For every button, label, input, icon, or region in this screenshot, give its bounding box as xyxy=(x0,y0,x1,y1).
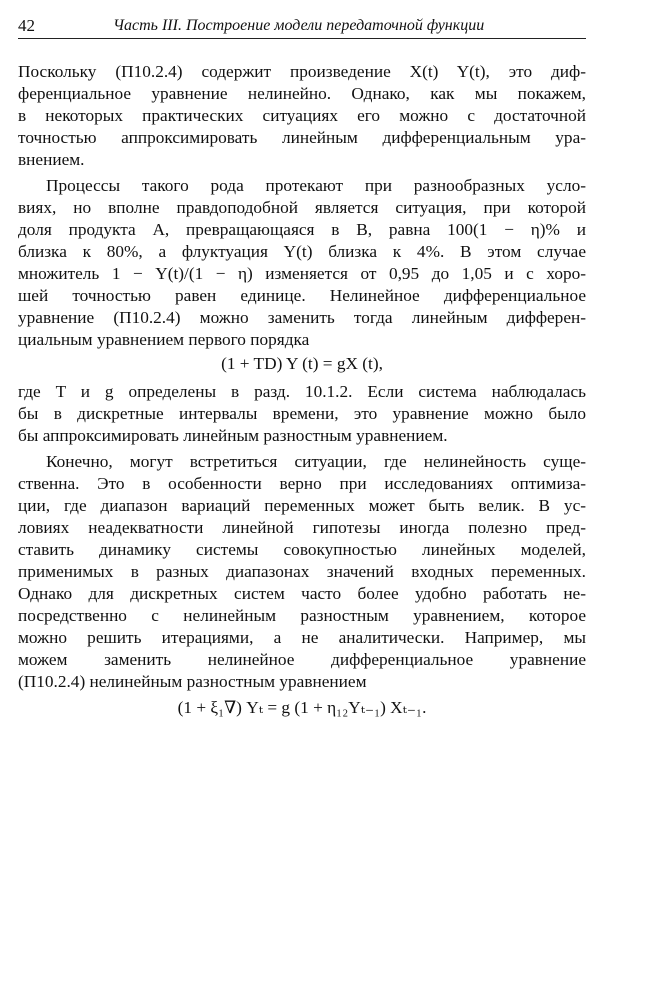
text-line: ции, где диапазон вариаций переменных может быть велик. В ус- xyxy=(18,496,586,515)
text-line: в некоторых практических ситуациях его можно с достаточной xyxy=(18,106,586,125)
text-line: Конечно, могут встретиться ситуации, где нелинейность суще- xyxy=(46,452,586,471)
text-line: ставить динамику системы совокупностью линейных моделей, xyxy=(18,540,586,559)
text-line: бы в дискретные интервалы времени, это уравнение можно было xyxy=(18,404,586,423)
text-line: циальным уравнением первого порядка xyxy=(18,330,310,349)
equation: (1 + ξ₁∇) Yₜ = g (1 + η₁₂Yₜ₋₁) Xₜ₋₁. xyxy=(177,698,427,717)
text-line: виях, но вполне правдоподобной является ситуация, при которой xyxy=(18,198,586,217)
text-line: Поскольку (П10.2.4) содержит произведение X(t) Y(t), это диф- xyxy=(18,62,586,81)
text-line: применимых в разных диапазонах значений входных переменных. xyxy=(18,562,586,581)
text-line: можно решить итерациями, а не аналитически. Например, мы xyxy=(18,628,586,647)
text-line: точностью аппроксимировать линейным дифференциальным ура- xyxy=(18,128,586,147)
text-line: внением. xyxy=(18,150,85,169)
text-line: множитель 1 − Y(t)/(1 − η) изменяется от 0,95 до 1,05 и с хоро- xyxy=(18,264,586,283)
text-line: можем заменить нелинейное дифференциальное уравнение xyxy=(18,650,586,669)
text-line: ференциальное уравнение нелинейно. Однако, как мы покажем, xyxy=(18,84,586,103)
text-line: где T и g определены в разд. 10.1.2. Если система наблюдалась xyxy=(18,382,586,401)
text-line: уравнение (П10.2.4) можно заменить тогда линейным дифферен- xyxy=(18,308,586,327)
running-title: Часть III. Построение модели передаточной функции xyxy=(113,17,485,34)
equation: (1 + TD) Y (t) = gX (t), xyxy=(221,354,383,373)
page-number: 42 xyxy=(18,16,35,35)
text-line: ловиях неадекватности линейной гипотезы иногда полезно пред- xyxy=(18,518,586,537)
text-line: шей точностью равен единице. Нелинейное дифференциальное xyxy=(18,286,586,305)
text-line: Процессы такого рода протекают при разнообразных усло- xyxy=(46,176,586,195)
page-header xyxy=(18,16,586,39)
text-line: посредственно с нелинейным разностным уравнением, которое xyxy=(18,606,586,625)
text-line: доля продукта A, превращающаяся в B, равна 100(1 − η)% и xyxy=(18,220,586,239)
text-line: ственна. Это в особенности верно при исследованиях оптимиза- xyxy=(18,474,586,493)
text-line: близка к 80%, а флуктуация Y(t) близка к 4%. В этом случае xyxy=(18,242,586,261)
text-line: Однако для дискретных систем часто более удобно работать не- xyxy=(18,584,586,603)
text-line: (П10.2.4) нелинейным разностным уравнением xyxy=(18,672,367,691)
text-line: бы аппроксимировать линейным разностным уравнением. xyxy=(18,426,448,445)
